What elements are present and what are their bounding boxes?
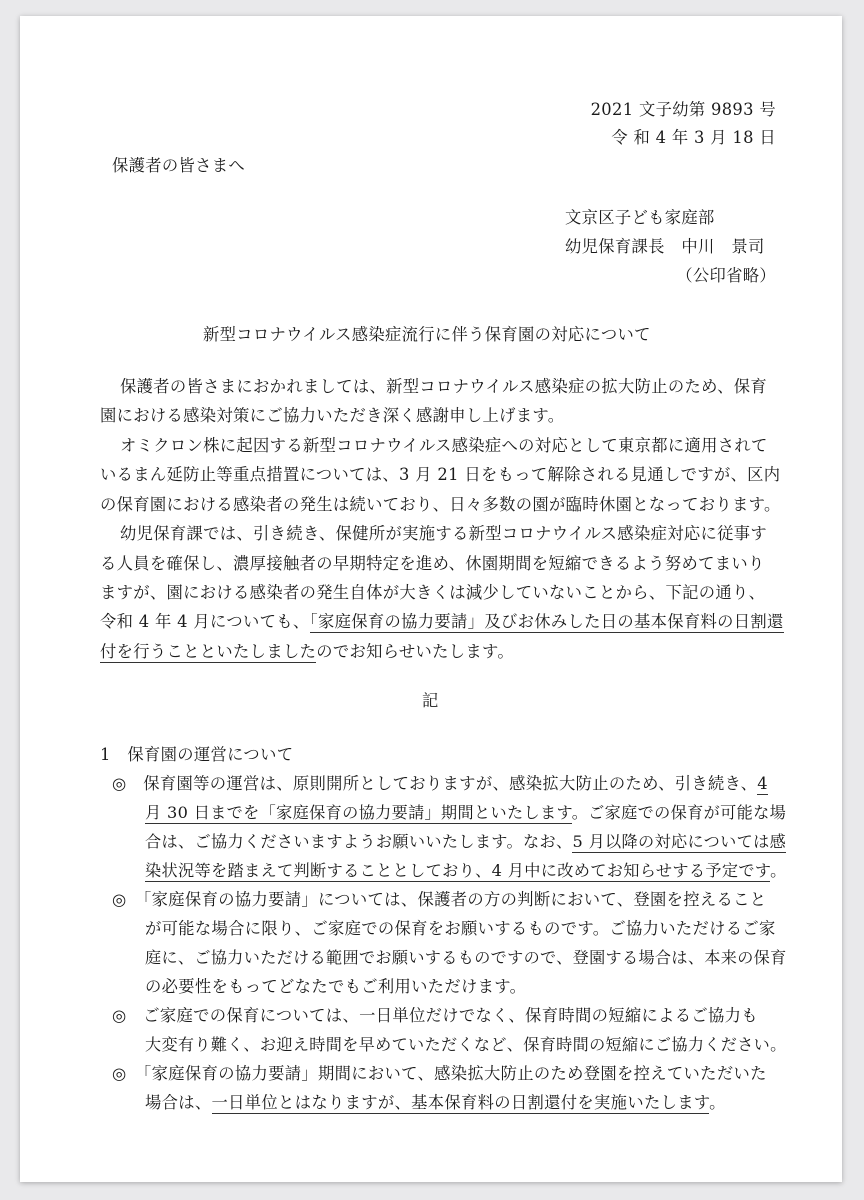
bullet-line: ◎ ご家庭での保育については、一日単位だけでなく、保育時間の短縮によるご協力も: [112, 1006, 758, 1025]
page-title: 新型コロナウイルス感染症流行に伴う保育園の対応について: [203, 325, 651, 344]
body-text: のでお知らせいたします。: [316, 642, 515, 661]
body-line: 園における感染対策にご協力いただき深く感謝申し上げます。: [100, 406, 565, 425]
underlined-text: 「家庭保育の協力要請」及びお休みした日の基本保育料の日割還: [309, 612, 784, 631]
body-line: [100, 640, 514, 664]
document-page: [20, 16, 842, 1182]
sender-dept: 文京区子ども家庭部: [565, 208, 715, 227]
doc-number: 2021 文子幼第 9893 号: [590, 100, 776, 119]
underlined-text: 月 30 日までを「家庭保育の協力要請」期間といたします: [145, 803, 572, 822]
doc-date: 令 和 4 年 3 月 18 日: [611, 128, 776, 147]
bullet-line: 庭に、ご協力いただける範囲でお願いするものですので、登園する場合は、本来の保育: [145, 948, 787, 967]
body-text: 合は、ご協力くださいますようお願いいたします。なお、: [145, 832, 573, 851]
body-text: 令和 4 年 4 月についても、: [100, 612, 310, 631]
bullet-line: 大変有り難く、お迎え時間を早めていただくなど、保育時間の短縮にご協力ください。: [145, 1035, 787, 1054]
body-line: の保育園における感染者の発生は続いており、日々多数の園が臨時休園となっております。: [100, 495, 781, 514]
body-line: いるまん延防止等重点措置については、3 月 21 日をもって解除される見通しですが、区内: [100, 465, 781, 484]
section-heading: 1 保育園の運営について: [100, 745, 294, 764]
body-line: る人員を確保し、濃厚接触者の早期特定を進め、休園期間を短縮できるよう努めてまいり: [100, 554, 765, 573]
body-text: ◎ 保育園等の運営は、原則開所としておりますが、感染拡大防止のため、引き続き、: [112, 774, 758, 793]
recipient: 保護者の皆さまへ: [112, 156, 246, 175]
bullet-line: [145, 1091, 726, 1115]
bullet-line: ◎ 「家庭保育の協力要請」については、保護者の方の判断において、登園を控えること: [112, 890, 767, 909]
body-line: [100, 610, 784, 634]
bullet-line: [145, 859, 787, 883]
bullet-line: が可能な場合に限り、ご家庭での保育をお願いするものです。ご協力いただけるご家: [145, 919, 776, 938]
body-text: 場合は、: [145, 1093, 212, 1112]
bullet-line: ◎ 「家庭保育の協力要請」期間において、感染拡大防止のため登園を控えていただいた: [112, 1064, 767, 1083]
body-line: 保護者の皆さまにおかれましては、新型コロナウイルス感染症の拡大防止のため、保育: [120, 377, 767, 396]
seal-note: （公印省略）: [676, 266, 776, 285]
body-text: 。ご家庭での保育が可能な場: [571, 803, 787, 822]
underlined-text: 4: [757, 774, 768, 793]
underlined-text: 染状況等を踏まえて判断することとしており、4 月中に改めてお知らせする予定です: [145, 861, 771, 880]
body-line: ますが、園における感染者の発生自体が大きくは減少していないことから、下記の通り、: [100, 583, 766, 602]
bullet-line: [112, 772, 768, 796]
body-text: 。: [709, 1093, 726, 1112]
ki-mark: 記: [422, 691, 439, 710]
underlined-text: 5 月以降の対応については感: [572, 832, 787, 851]
body-text: 。: [770, 861, 787, 880]
body-line: オミクロン株に起因する新型コロナウイルス感染症への対応として東京都に適用されて: [120, 436, 768, 455]
bullet-line: [145, 830, 786, 854]
underlined-text: 一日単位とはなりますが、基本保育料の日割還付を実施いたします: [211, 1093, 710, 1112]
bullet-line: [145, 801, 786, 825]
body-line: 幼児保育課では、引き続き、保健所が実施する新型コロナウイルス感染症対応に従事す: [120, 524, 767, 543]
sender-title: 幼児保育課長 中川 景司: [565, 237, 765, 256]
underlined-text: 付を行うことといたしました: [100, 642, 317, 661]
bullet-line: の必要性をもってどなたでもご利用いただけます。: [145, 977, 527, 996]
